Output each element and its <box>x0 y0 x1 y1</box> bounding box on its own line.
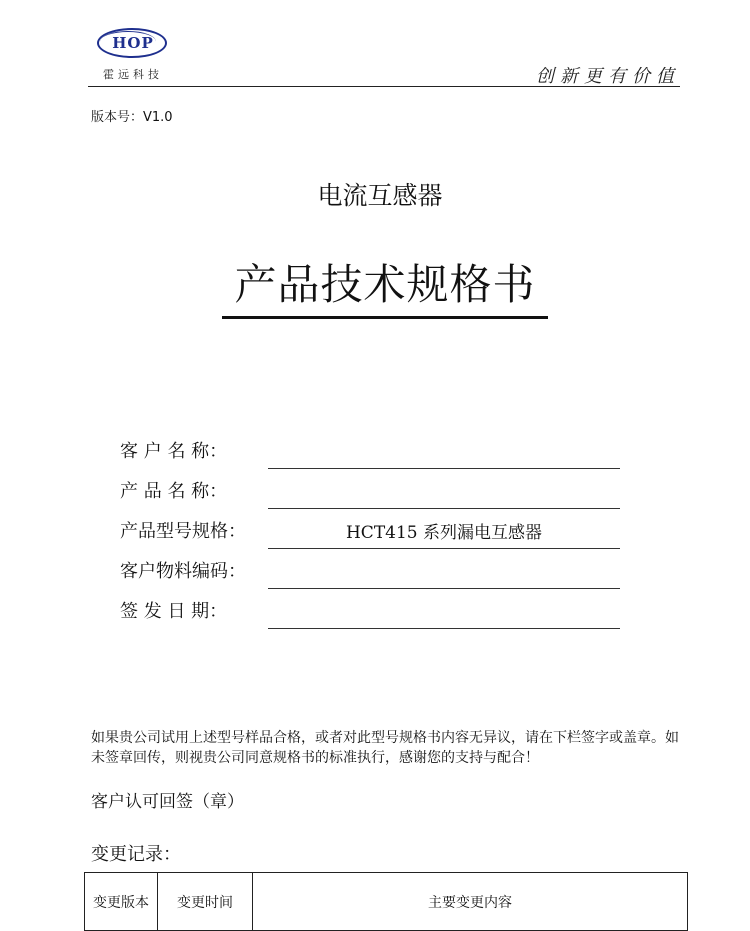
slogan: 创新更有价值 <box>536 66 680 87</box>
document-subtitle: 电流互感器 <box>317 181 443 210</box>
form-underline <box>268 628 620 629</box>
column-header-content: 主要变更内容 <box>253 873 688 931</box>
document-title: 产品技术规格书 <box>234 260 536 309</box>
column-header-version: 变更版本 <box>85 873 158 931</box>
form-row-model-spec <box>120 509 620 549</box>
customer-sign-label: 客户认可回签（章） <box>91 792 244 812</box>
form-row-issue-date <box>120 589 620 629</box>
approval-notice: 如果贵公司试用上述型号样品合格，或者对此型号规格书内容无异议，请在下栏签字或盖章。如未签章回传，则视贵公司同意规格书的标准执行，感谢您的支持与配合！ <box>91 730 679 766</box>
form-label: 产 品 名 称： <box>120 481 228 502</box>
form-row-product-name <box>120 469 620 509</box>
form-label: 客 户 名 称： <box>120 441 228 462</box>
form-row-customer-name <box>120 429 620 469</box>
form-label: 签 发 日 期： <box>120 601 228 622</box>
table-header-row <box>85 873 688 931</box>
company-logo <box>95 28 171 84</box>
header-divider <box>88 86 680 87</box>
change-record-title: 变更记录： <box>91 844 181 865</box>
company-name: 霍远科技 <box>103 68 163 81</box>
form-value[interactable]: HCT415 系列漏电互感器 <box>345 523 543 543</box>
form-row-material-code <box>120 549 620 589</box>
title-underline <box>222 316 548 319</box>
change-record-table <box>84 872 688 931</box>
column-header-date: 变更时间 <box>158 873 253 931</box>
form-label: 产品型号规格： <box>120 521 246 542</box>
version-number: 版本号：V1.0 <box>91 110 173 125</box>
logo-text: HOP <box>112 34 154 52</box>
form-label: 客户物料编码： <box>120 561 246 582</box>
